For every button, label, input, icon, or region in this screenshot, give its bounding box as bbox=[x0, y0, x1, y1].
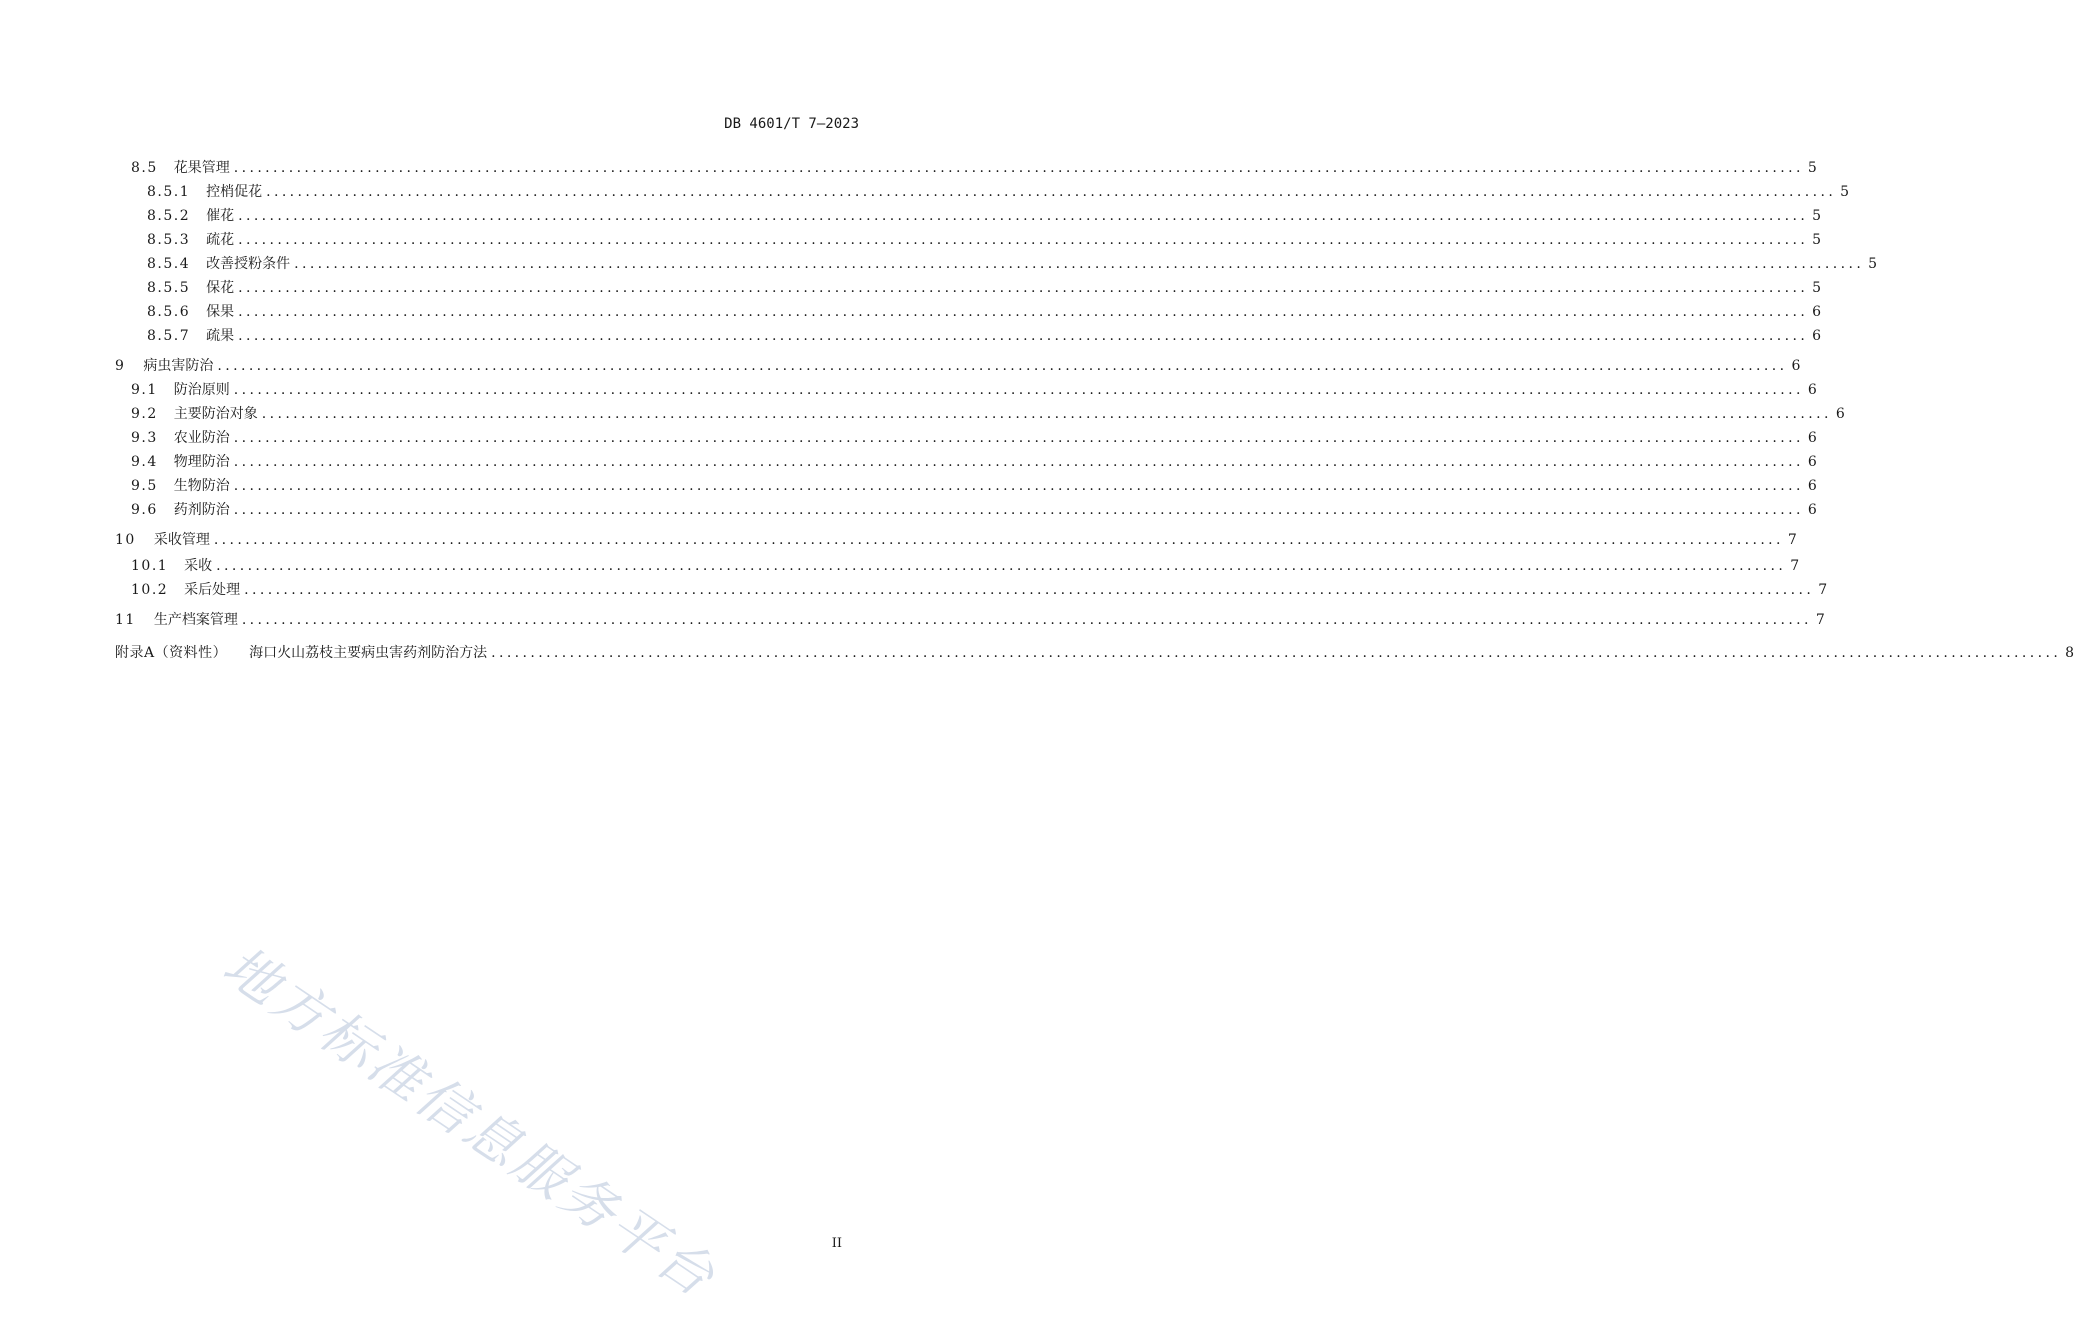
toc-leader-dots: ........................................................................................................................................................................................................ bbox=[294, 256, 1865, 272]
toc-entry-title: 生物防治 bbox=[173, 478, 230, 494]
toc-leader-dots: ........................................................................................................................................................................................................ bbox=[261, 406, 1832, 422]
toc-entry-page: 7 bbox=[1787, 532, 1797, 548]
toc-leader-dots: ........................................................................................................................................................................................................ bbox=[233, 502, 1804, 518]
toc-entry-title: 疏果 bbox=[206, 328, 235, 344]
toc-entry-page: 6 bbox=[1812, 328, 1822, 344]
toc-entry-number: 8.5.1 bbox=[147, 184, 191, 200]
toc-leader-dots: ........................................................................................................................................................................................................ bbox=[491, 645, 2062, 661]
toc-entry-number: 附录A（资料性） bbox=[115, 645, 228, 661]
toc-entry-title: 控梢促花 bbox=[206, 184, 263, 200]
toc-entry[interactable] bbox=[147, 326, 1822, 346]
toc-entry-number: 9.3 bbox=[131, 430, 158, 446]
toc-entry-title: 采收管理 bbox=[153, 532, 210, 548]
toc-leader-dots: ........................................................................................................................................................................................................ bbox=[233, 430, 1804, 446]
toc-entry-page: 6 bbox=[1807, 430, 1817, 446]
toc-entry-number: 10 bbox=[115, 532, 136, 548]
toc-entry-number: 8.5.6 bbox=[147, 304, 191, 320]
toc-entry-title: 防治原则 bbox=[173, 382, 230, 398]
toc-entry[interactable] bbox=[131, 404, 1845, 424]
page-number: II bbox=[831, 1236, 842, 1251]
toc-entry-page: 5 bbox=[1812, 280, 1822, 296]
toc-entry-title: 催花 bbox=[206, 208, 235, 224]
toc-entry-page: 6 bbox=[1791, 358, 1801, 374]
toc-entry-title: 采后处理 bbox=[184, 582, 241, 598]
toc-leader-dots: ........................................................................................................................................................................................................ bbox=[213, 532, 1784, 548]
toc-entry-page: 6 bbox=[1807, 454, 1817, 470]
toc-leader-dots: ........................................................................................................................................................................................................ bbox=[238, 304, 1809, 320]
toc-entry-page: 5 bbox=[1868, 256, 1878, 272]
toc-leader-dots: ........................................................................................................................................................................................................ bbox=[233, 454, 1804, 470]
toc-entry-title: 花果管理 bbox=[173, 160, 230, 176]
toc-entry[interactable] bbox=[115, 530, 1797, 550]
toc-entry[interactable] bbox=[147, 302, 1822, 322]
toc-entry-title: 海口火山荔枝主要病虫害药剂防治方法 bbox=[249, 645, 488, 661]
toc-entry-number: 10.2 bbox=[131, 582, 169, 598]
toc-entry-page: 6 bbox=[1807, 502, 1817, 518]
toc-entry-title: 保果 bbox=[206, 304, 235, 320]
toc-entry-page: 8 bbox=[2065, 645, 2074, 661]
toc-entry-title: 主要防治对象 bbox=[173, 406, 258, 422]
toc-leader-dots: ........................................................................................................................................................................................................ bbox=[238, 232, 1809, 248]
toc-entry-number: 8.5.3 bbox=[147, 232, 191, 248]
toc-entry-number: 11 bbox=[115, 612, 136, 628]
toc-entry-page: 5 bbox=[1840, 184, 1850, 200]
toc-entry[interactable] bbox=[115, 356, 1801, 376]
toc-entry-title: 生产档案管理 bbox=[153, 612, 238, 628]
toc-entry-page: 5 bbox=[1812, 208, 1822, 224]
toc-leader-dots: ........................................................................................................................................................................................................ bbox=[233, 382, 1804, 398]
toc-entry-page: 6 bbox=[1807, 382, 1817, 398]
toc-entry-title: 农业防治 bbox=[173, 430, 230, 446]
toc-leader-dots: ........................................................................................................................................................................................................ bbox=[238, 328, 1809, 344]
toc-entry-page: 6 bbox=[1835, 406, 1845, 422]
toc-entry-title: 药剂防治 bbox=[173, 502, 230, 518]
toc-entry-page: 7 bbox=[1790, 558, 1800, 574]
toc-entry-page: 5 bbox=[1807, 160, 1817, 176]
toc-entry[interactable] bbox=[131, 580, 1828, 600]
toc-entry-page: 6 bbox=[1807, 478, 1817, 494]
toc-leader-dots: ........................................................................................................................................................................................................ bbox=[217, 358, 1788, 374]
toc-leader-dots: ........................................................................................................................................................................................................ bbox=[233, 478, 1804, 494]
toc-leader-dots: ........................................................................................................................................................................................................ bbox=[244, 582, 1815, 598]
toc-entry[interactable] bbox=[131, 500, 1817, 520]
toc-entry-number: 9.2 bbox=[131, 406, 158, 422]
toc-entry-number: 8.5 bbox=[131, 160, 158, 176]
toc-entry[interactable] bbox=[131, 428, 1817, 448]
toc-entry[interactable] bbox=[115, 643, 2074, 663]
toc-entry-page: 6 bbox=[1812, 304, 1822, 320]
toc-entry-number: 8.5.4 bbox=[147, 256, 191, 272]
toc-leader-dots: ........................................................................................................................................................................................................ bbox=[238, 208, 1809, 224]
toc-entry[interactable] bbox=[131, 158, 1817, 178]
toc-entry-page: 5 bbox=[1812, 232, 1822, 248]
toc-entry[interactable] bbox=[147, 254, 1878, 274]
toc-entry-number: 9.4 bbox=[131, 454, 158, 470]
toc-entry[interactable] bbox=[131, 556, 1800, 576]
toc-entry-number: 8.5.2 bbox=[147, 208, 191, 224]
toc-leader-dots: ........................................................................................................................................................................................................ bbox=[241, 612, 1812, 628]
toc-entry-number: 9.6 bbox=[131, 502, 158, 518]
toc-entry-title: 保花 bbox=[206, 280, 235, 296]
toc-entry[interactable] bbox=[147, 230, 1822, 250]
toc-entry-title: 疏花 bbox=[206, 232, 235, 248]
toc-entry-number: 8.5.5 bbox=[147, 280, 191, 296]
watermark: 地方标准信息服务平台 bbox=[212, 933, 729, 1311]
toc-leader-dots: ........................................................................................................................................................................................................ bbox=[216, 558, 1787, 574]
toc-leader-dots: ........................................................................................................................................................................................................ bbox=[233, 160, 1804, 176]
toc-leader-dots: ........................................................................................................................................................................................................ bbox=[238, 280, 1809, 296]
toc-entry[interactable] bbox=[147, 182, 1850, 202]
toc-entry[interactable] bbox=[131, 380, 1817, 400]
toc-entry-number: 9.5 bbox=[131, 478, 158, 494]
toc-entry[interactable] bbox=[131, 476, 1817, 496]
document-code: DB 4601/T 7—2023 bbox=[724, 116, 859, 132]
toc-entry[interactable] bbox=[147, 206, 1822, 226]
toc-entry-page: 7 bbox=[1815, 612, 1825, 628]
toc-leader-dots: ........................................................................................................................................................................................................ bbox=[266, 184, 1837, 200]
toc-entry-number: 9 bbox=[115, 358, 126, 374]
toc-entry-title: 采收 bbox=[184, 558, 213, 574]
toc-entry-title: 病虫害防治 bbox=[143, 358, 214, 374]
toc-entry[interactable] bbox=[115, 610, 1825, 630]
toc-entry-title: 改善授粉条件 bbox=[206, 256, 291, 272]
toc-entry-page: 7 bbox=[1818, 582, 1828, 598]
toc-entry-number: 8.5.7 bbox=[147, 328, 191, 344]
toc-entry-title: 物理防治 bbox=[173, 454, 230, 470]
toc-entry-number: 9.1 bbox=[131, 382, 158, 398]
toc-entry[interactable] bbox=[147, 278, 1822, 298]
toc-entry[interactable] bbox=[131, 452, 1817, 472]
toc-entry-number: 10.1 bbox=[131, 558, 169, 574]
